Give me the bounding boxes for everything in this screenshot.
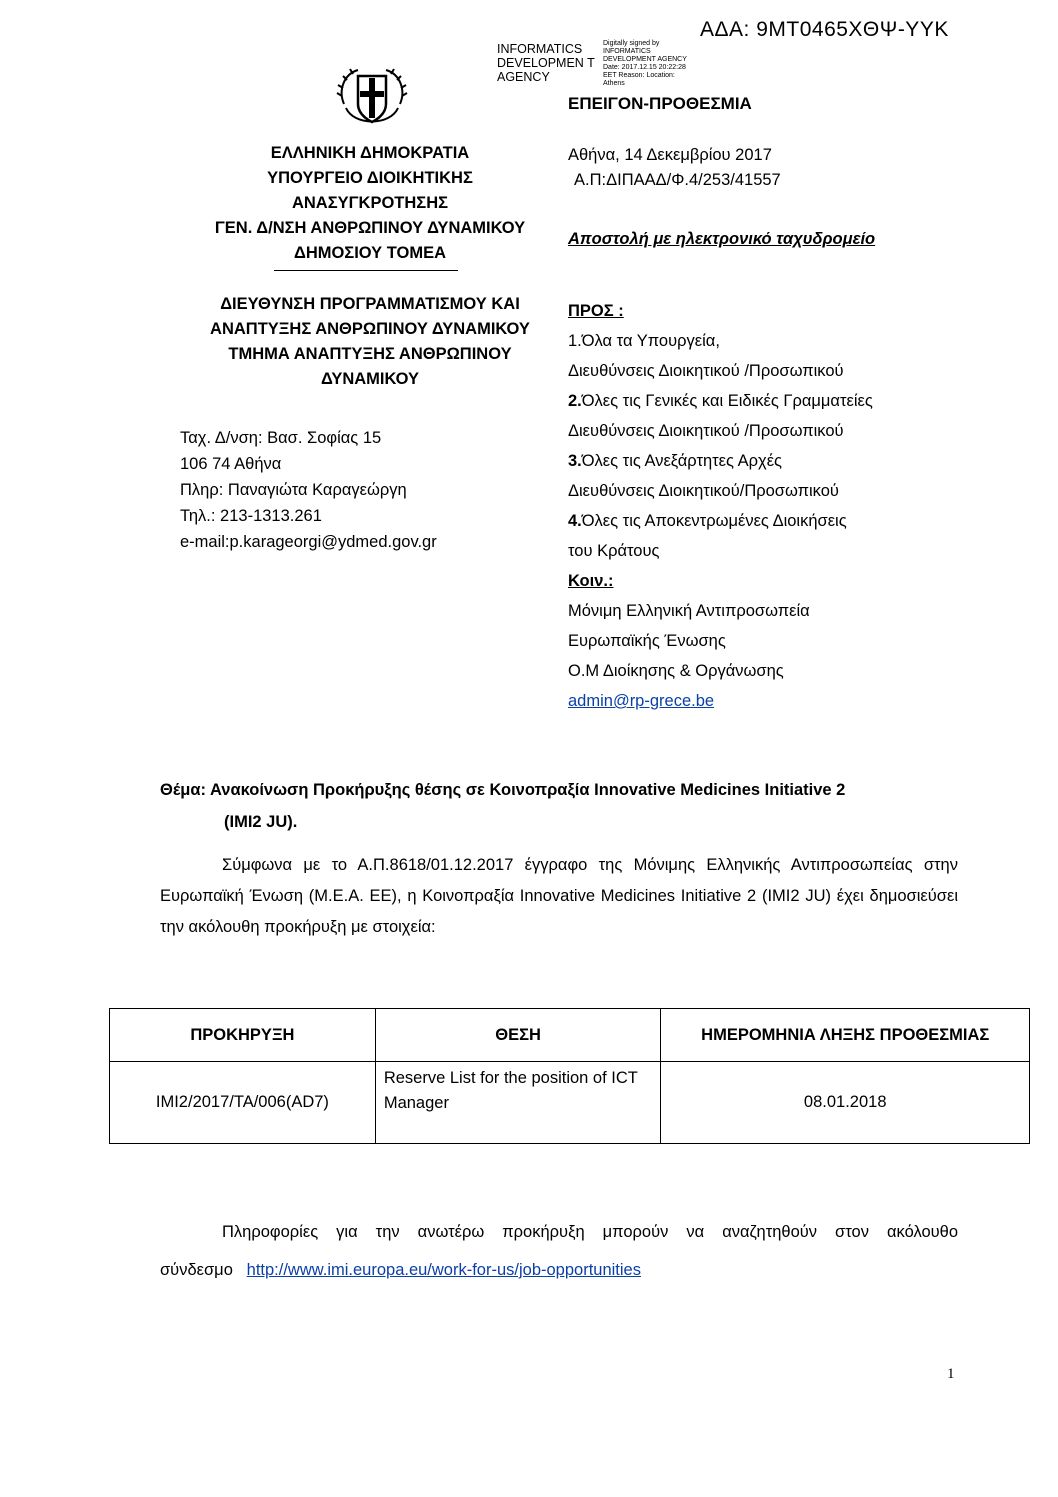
urgency-label: ΕΠΕΙΓΟΝ-ΠΡΟΘΕΣΜΙΑ	[568, 94, 752, 113]
header-line: ΔΙΕΥΘΥΝΣΗ ΠΡΟΓΡΑΜΜΑΤΙΣΜΟΥ ΚΑΙ	[220, 295, 520, 313]
recipient-name: Όλες τις Ανεξάρτητες Αρχές	[581, 452, 782, 470]
recipients-block	[568, 296, 873, 716]
table-cell: IMI2/2017/TA/006(AD7)	[110, 1062, 376, 1144]
header-line: ΑΝΑΣΥΓΚΡΟΤΗΣΗΣ	[291, 194, 449, 212]
job-opportunities-link[interactable]: http://www.imi.europa.eu/work-for-us/job-opportunities	[246, 1261, 641, 1279]
department-header	[180, 292, 560, 392]
header-line: ΔΗΜΟΣΙΟΥ ΤΟΜΕΑ	[293, 244, 447, 262]
info-text: Πληροφορίες για την ανωτέρω προκήρυξη μπορούν να αναζητηθούν στον ακόλουθο σύνδεσμο	[160, 1223, 958, 1279]
recipient-name: Όλες τις Αποκεντρωμένες Διοικήσεις	[581, 512, 847, 530]
address-contact: Πληρ: Παναγιώτα Καραγεώργη	[180, 481, 407, 499]
info-paragraph	[160, 1213, 958, 1289]
address-email: e-mail:p.karageorgi@ydmed.gov.gr	[180, 533, 437, 551]
cc-item: Ο.Μ Διοίκησης & Οργάνωσης	[568, 662, 784, 680]
address-street: Ταχ. Δ/νση: Βασ. Σοφίας 15	[180, 429, 382, 447]
table-cell: 08.01.2018	[661, 1062, 1030, 1144]
ada-code: ΑΔΑ: 9ΜΤ0465ΧΘΨ-ΥΥΚ	[700, 18, 949, 41]
page-number: 1	[947, 1366, 955, 1382]
recipient-number: 4.	[568, 512, 582, 530]
sender-address	[180, 425, 437, 555]
table-header: ΘΕΣΗ	[375, 1009, 661, 1062]
address-city: 106 74 Αθήνα	[180, 455, 282, 473]
body-paragraph	[160, 850, 958, 943]
cc-label: Κοιν.:	[568, 572, 614, 590]
issuer-header	[180, 141, 560, 266]
cc-email-link[interactable]: admin@rp-grece.be	[568, 692, 715, 710]
header-line: ΔΥΝΑΜΙΚΟΥ	[320, 370, 420, 388]
header-line: ΓΕΝ. Δ/ΝΣΗ ΑΝΘΡΩΠΙΝΟΥ ΔΥΝΑΜΙΚΟΥ	[214, 219, 526, 237]
date-block	[568, 143, 781, 193]
header-line: ΑΝΑΠΤΥΞΗΣ ΑΝΘΡΩΠΙΝΟΥ ΔΥΝΑΜΙΚΟΥ	[210, 320, 530, 338]
recipient-dept: Διευθύνσεις Διοικητικού /Προσωπικού	[568, 422, 844, 440]
header-line: ΤΜΗΜΑ ΑΝΑΠΤΥΞΗΣ ΑΝΘΡΩΠΙΝΟΥ	[228, 345, 512, 363]
protocol-number: Α.Π:ΔΙΠΑΑΔ/Φ.4/253/41557	[574, 171, 781, 189]
signer-block: INFORMATICS DEVELOPMEN T AGENCY	[497, 42, 595, 84]
vacancy-table	[109, 1008, 1030, 1144]
table-header-row	[110, 1009, 1030, 1062]
header-divider	[274, 270, 458, 271]
recipient-number: 3.	[568, 452, 582, 470]
subject-line: (IMI2 JU).	[224, 813, 298, 831]
table-header: ΠΡΟΚΗΡΥΞΗ	[110, 1009, 376, 1062]
document-date: Αθήνα, 14 Δεκεμβρίου 2017	[568, 146, 772, 164]
cc-item: Ευρωπαϊκής Ένωσης	[568, 632, 726, 650]
recipient-name: Όλα τα Υπουργεία,	[581, 332, 720, 350]
table-header: ΗΜΕΡΟΜΗΝΙΑ ΛΗΞΗΣ ΠΡΟΘΕΣΜΙΑΣ	[661, 1009, 1030, 1062]
signature-details: Digitally signed by INFORMATICS DEVELOPMENT AGENCY Date: 2017.12.15 20:22:28 EET Reason: Location: Athens	[603, 40, 687, 87]
table-row	[110, 1062, 1030, 1144]
recipient-number: 1.	[568, 332, 582, 350]
header-line: ΕΛΛΗΝΙΚΗ ΔΗΜΟΚΡΑΤΙΑ	[270, 144, 470, 162]
greek-coat-of-arms-emblem	[334, 64, 410, 136]
recipient-item	[568, 506, 873, 536]
subject	[160, 774, 958, 838]
to-label: ΠΡΟΣ :	[568, 302, 624, 320]
body-text: Σύμφωνα με το Α.Π.8618/01.12.2017 έγγραφο της Μόνιμης Ελληνικής Αντιπροσωπείας στην Ευρωπαϊκή Ένωση (Μ.Ε.Α. ΕΕ), η Κοινοπραξία Innovative Medicines Initiative 2 (IMI2 JU) έχει δημοσιεύσει την ακόλουθη προκήρυξη με στοιχεία:	[160, 856, 958, 936]
address-phone: Τηλ.: 213-1313.261	[180, 507, 322, 525]
recipient-item	[568, 386, 873, 416]
recipient-dept: Διευθύνσεις Διοικητικού /Προσωπικού	[568, 362, 844, 380]
recipient-number: 2.	[568, 392, 582, 410]
header-line: ΥΠΟΥΡΓΕΙΟ ΔΙΟΙΚΗΤΙΚΗΣ	[267, 169, 473, 187]
cc-item: Μόνιμη Ελληνική Αντιπροσωπεία	[568, 602, 810, 620]
recipient-item	[568, 326, 873, 356]
recipient-dept: του Κράτους	[568, 542, 660, 560]
recipient-item	[568, 446, 873, 476]
recipient-name: Όλες τις Γενικές και Ειδικές Γραμματείες	[581, 392, 873, 410]
recipient-dept: Διευθύνσεις Διοικητικού/Προσωπικού	[568, 482, 839, 500]
subject-line: Θέμα: Ανακοίνωση Προκήρυξης θέσης σε Κοινοπραξία Innovative Medicines Initiative 2	[160, 781, 846, 799]
table-cell: Reserve List for the position of ICT Manager	[375, 1062, 661, 1144]
send-method: Αποστολή με ηλεκτρονικό ταχυδρομείο	[568, 230, 876, 248]
